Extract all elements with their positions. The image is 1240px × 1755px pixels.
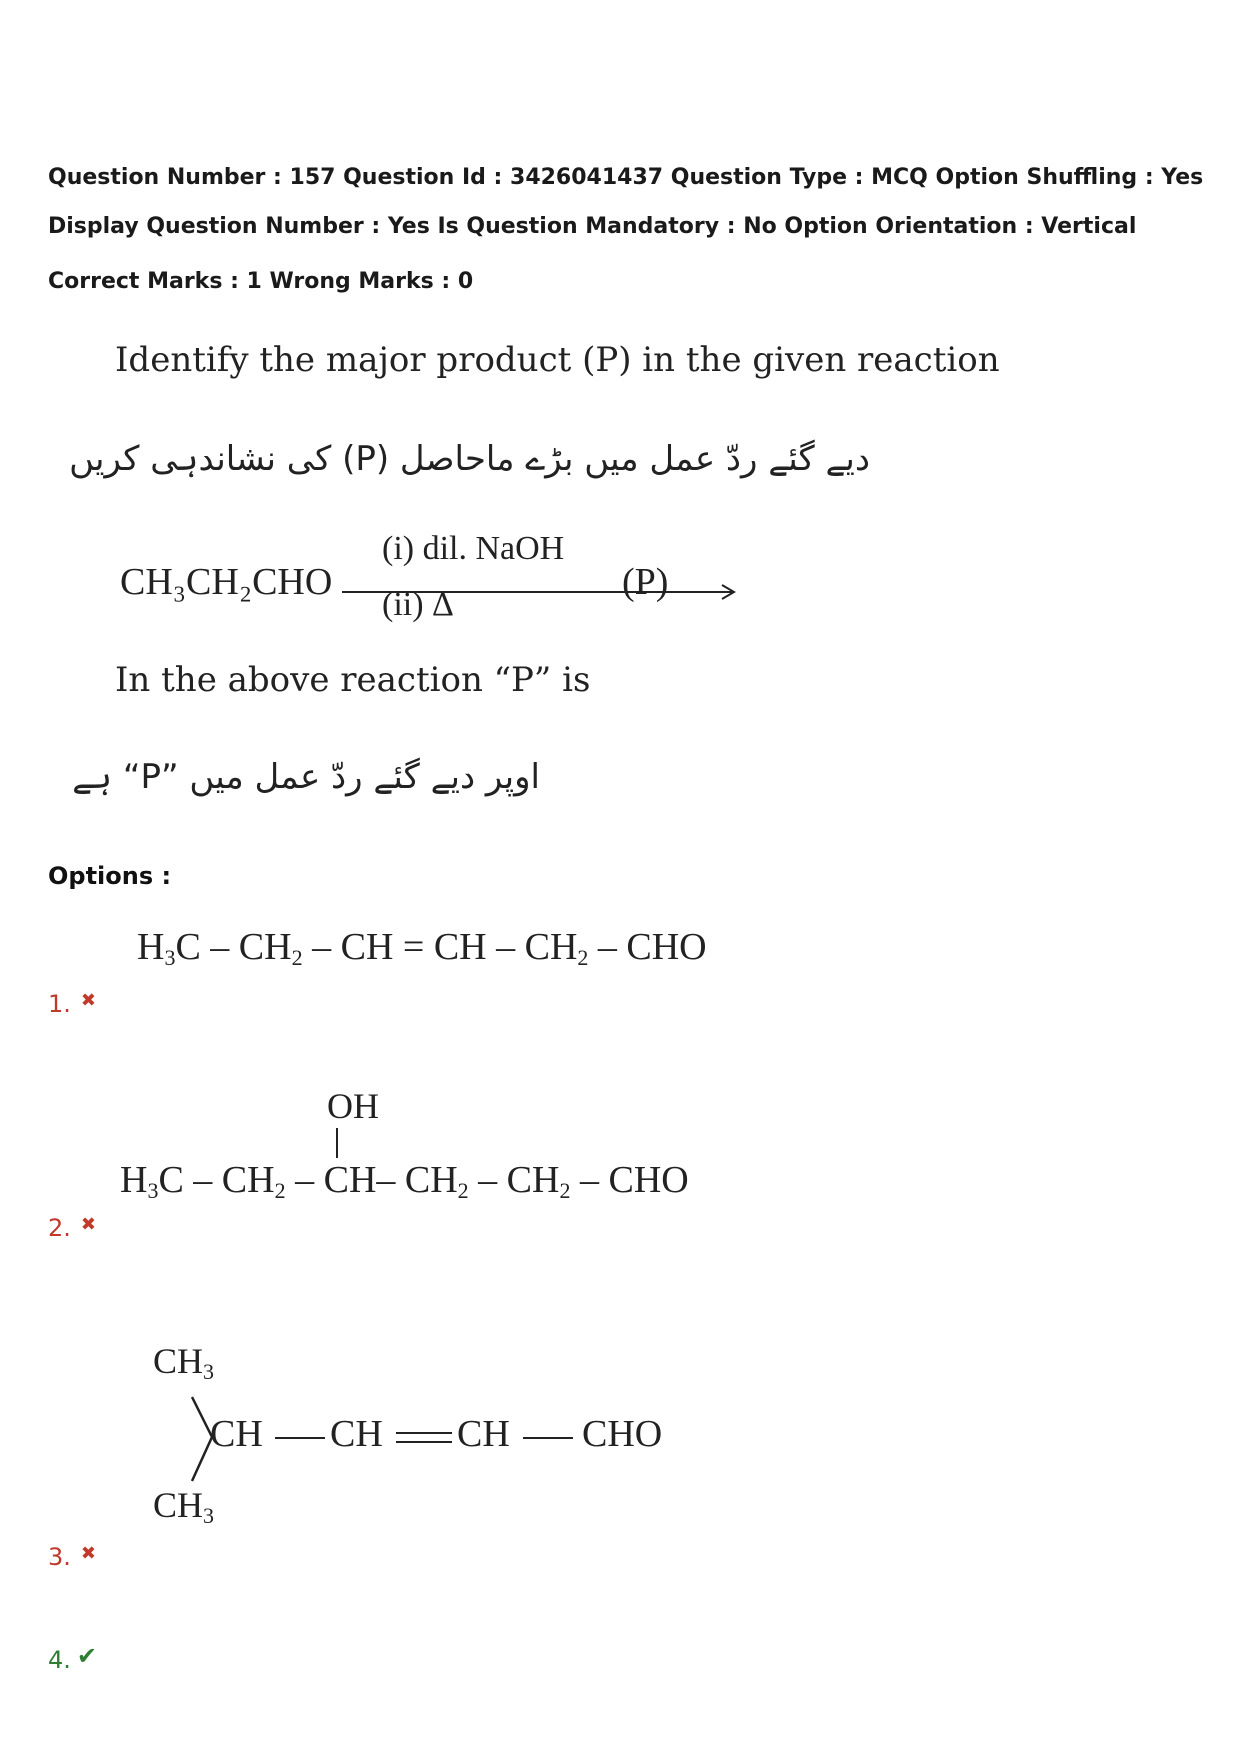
question-meta-line-3: Correct Marks : 1 Wrong Marks : 0 bbox=[48, 269, 474, 294]
option-2-formula: $H_3C - CH_2 - CH-$ $CH_2 - CH_2$ – CHO bbox=[120, 1159, 689, 1203]
reaction-equation bbox=[120, 530, 720, 640]
option-4[interactable] bbox=[48, 1642, 98, 1674]
correct-check-icon: ✔ bbox=[76, 1642, 98, 1670]
option-3-bond-2 bbox=[523, 1437, 573, 1439]
option-1[interactable] bbox=[48, 990, 96, 1018]
wrong-mark-icon: ✖ bbox=[80, 1543, 96, 1564]
options-label: Options : bbox=[48, 862, 172, 890]
wrong-mark-icon: ✖ bbox=[80, 1214, 96, 1235]
question-followup-english: In the above reaction “P” is bbox=[115, 660, 591, 700]
option-3[interactable] bbox=[48, 1543, 96, 1571]
option-3-ch-3: CH bbox=[457, 1413, 510, 1455]
option-2[interactable] bbox=[48, 1214, 96, 1242]
option-3-double-bond-a bbox=[396, 1432, 452, 1434]
question-prompt-english: Identify the major product (P) in the given reaction bbox=[115, 340, 1000, 380]
question-prompt-urdu: دیے گئے ردّ عمل میں بڑے ماحاصل (P) کی نشاندہی کریں bbox=[69, 439, 870, 479]
reaction-condition-bottom: (ii) Δ bbox=[382, 586, 454, 623]
option-3-methyl-top: $CH_3$ bbox=[153, 1341, 215, 1384]
option-3-methyl-bottom: $CH_3$ bbox=[153, 1485, 215, 1528]
option-3-number: 3. bbox=[48, 1543, 71, 1571]
option-1-formula: $H_3C - CH_2$ – CH = CH – $CH_2$ – CHO bbox=[137, 926, 707, 970]
question-followup-urdu: اوپر دیے گئے ردّ عمل میں ”P“ ہے bbox=[72, 757, 540, 797]
option-3-ch-2: CH bbox=[330, 1413, 383, 1455]
option-4-number: 4. bbox=[48, 1646, 71, 1674]
option-2-hydroxyl: OH bbox=[327, 1086, 379, 1126]
product-label: (P) bbox=[622, 561, 669, 603]
option-3-double-bond-b bbox=[396, 1441, 452, 1443]
question-meta-line-1: Question Number : 157 Question Id : 3426041437 Question Type : MCQ Option Shuffling : Yes bbox=[48, 165, 1204, 190]
option-2-bond bbox=[336, 1128, 338, 1158]
option-3-bond-1 bbox=[275, 1437, 325, 1439]
option-3-cho: CHO bbox=[582, 1413, 663, 1455]
option-3-ch-1: CH bbox=[210, 1413, 263, 1455]
option-1-number: 1. bbox=[48, 990, 71, 1018]
reaction-condition-top: (i) dil. NaOH bbox=[382, 530, 565, 567]
reactant-formula: CH₃CH₂CHO bbox=[120, 561, 333, 603]
question-meta-line-2: Display Question Number : Yes Is Question Mandatory : No Option Orientation : Vertical bbox=[48, 214, 1137, 239]
option-3-structure bbox=[150, 1340, 710, 1540]
option-2-number: 2. bbox=[48, 1214, 71, 1242]
wrong-mark-icon: ✖ bbox=[80, 990, 96, 1011]
